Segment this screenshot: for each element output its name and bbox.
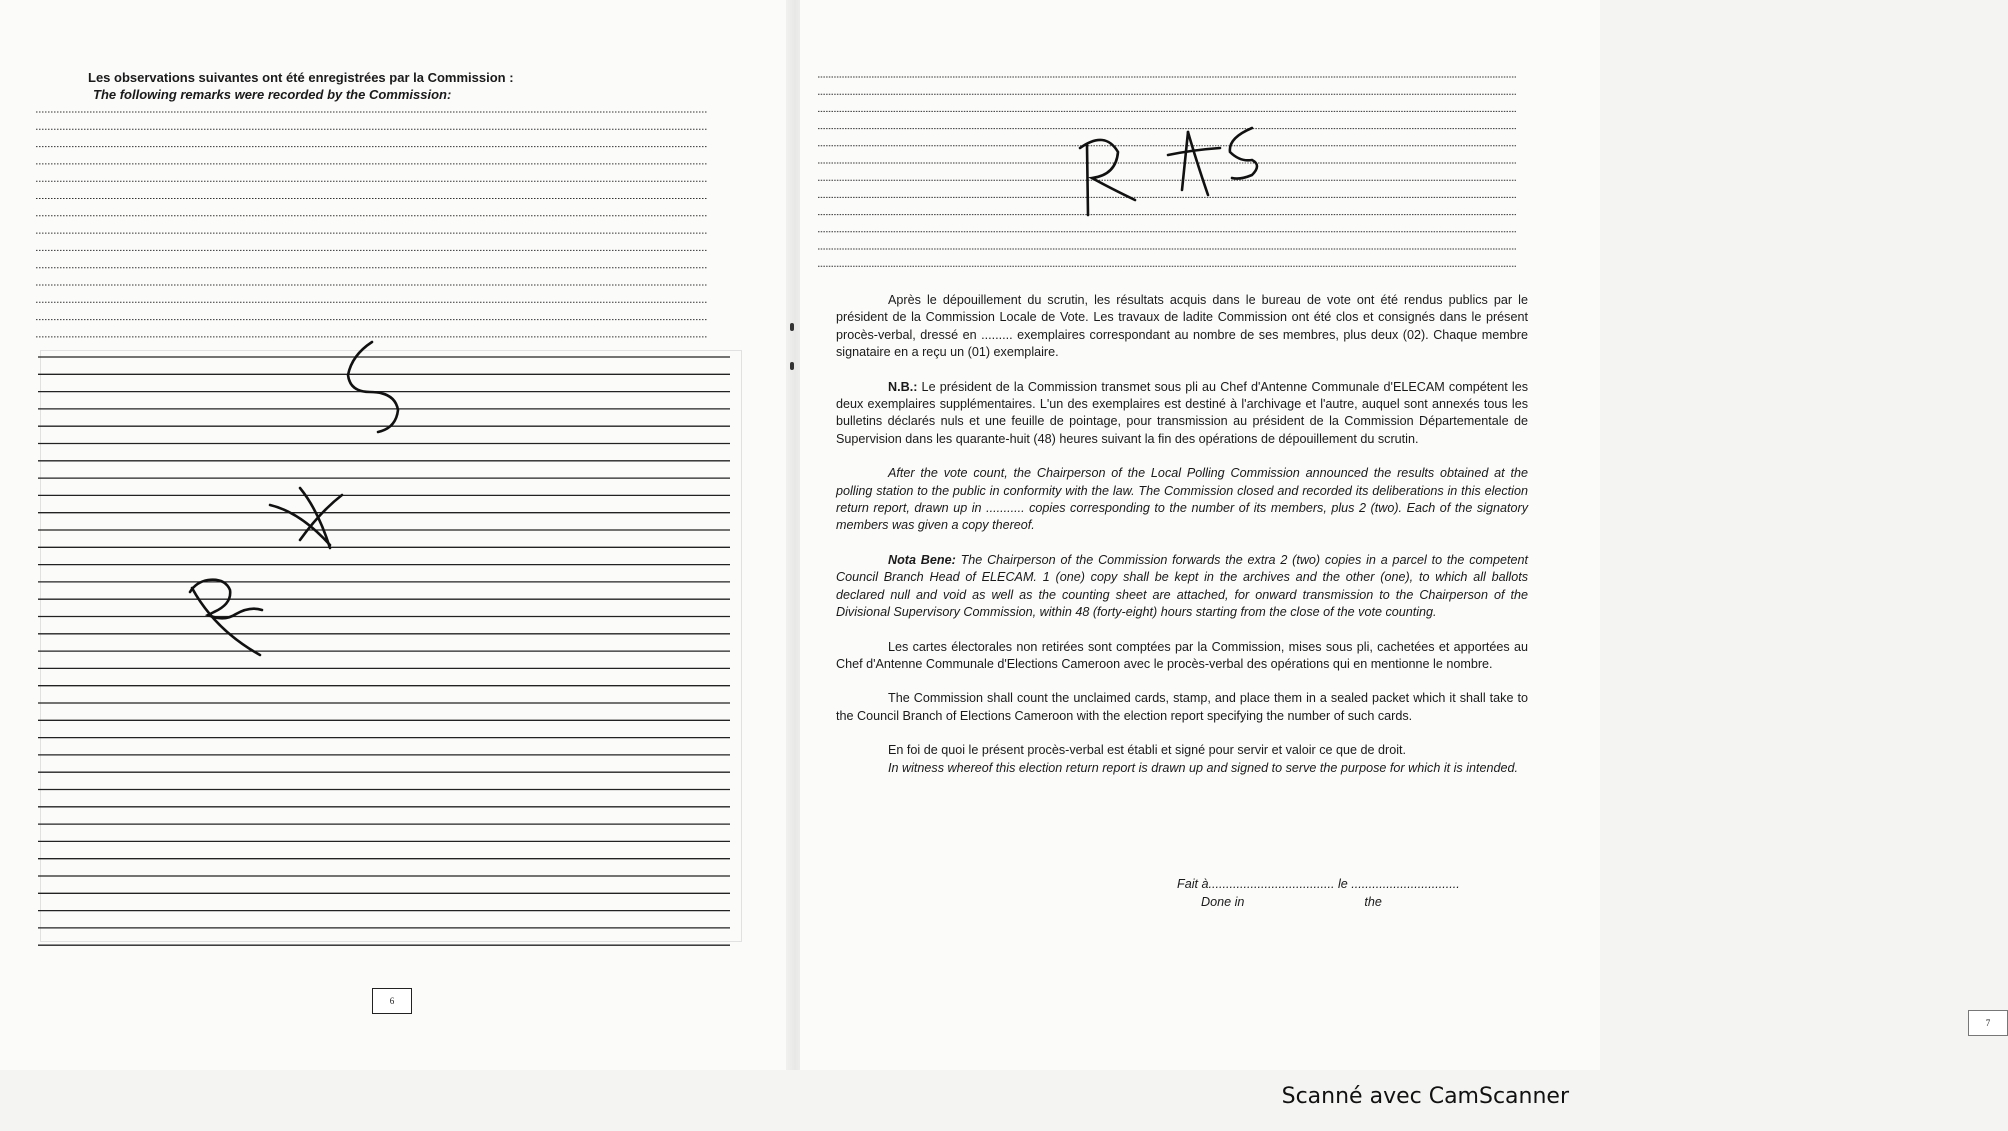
nb-text: Le président de la Commission transmet sous pli au Chef d'Antenne Communale d'ELECAM compétent les deux exemplaires supplémentaires. L'un des exemplaires est destiné à l'archivage et l'autre, auquel sont annexés tous les bulletins déclarés nuls et une feuille de pointage, pour transmission au président de la Commission Départementale de Supervision dans les quarante-huit (48) heures suivant la fin des opérations de dépouillement du scrutin. <box>836 379 1528 446</box>
handwritten-ras-left <box>0 0 790 1004</box>
witness-paragraph-en: In witness whereof this election return report is drawn up and signed to serve the purpose for which it is intended. <box>888 760 1519 775</box>
handwritten-ras-right <box>800 0 1600 304</box>
remarks-heading-en: The following remarks were recorded by the Commission: <box>93 87 452 102</box>
signoff-place-date: Fait à.................................... le ............................... <box>1177 877 1460 891</box>
signoff-block <box>1177 875 1507 911</box>
report-body <box>836 292 1528 794</box>
signoff-the: the <box>1364 895 1382 909</box>
closing-paragraph-fr: Après le dépouillement du scrutin, les résultats acquis dans le bureau de vote ont été rendus publics par le président de la Commission Locale de Vote. Les travaux de ladite Commission ont été clos et consignés dans le présent procès-verbal, dressé en ......... exemplaires correspondant au nombre de ses membres, plus deux (02). Chaque membre signataire en a reçu un (01) exemplaire. <box>836 293 1528 360</box>
witness-paragraph-fr: En foi de quoi le présent procès-verbal est établi et signé pour servir et valoir ce que de droit. <box>888 743 1407 758</box>
nota-bene-label: Nota Bene: <box>888 552 956 567</box>
scan-speck <box>790 362 794 370</box>
nb-label: N.B.: <box>888 379 918 394</box>
signoff-done-in: Done in <box>1201 895 1245 909</box>
closing-paragraph-en: After the vote count, the Chairperson of the Local Polling Commission announced the results obtained at the polling station to the public in conformity with the law. The Commission closed and recorded its deliberations in this election return report, drawn up in ........... copies corresponding to the number of its members, plus 2 (two). Each of the signatory members was given a copy thereof. <box>836 466 1528 533</box>
scan-speck <box>790 323 794 331</box>
left-page <box>0 0 790 1070</box>
remarks-heading-fr: Les observations suivantes ont été enregistrées par la Commission : <box>88 70 514 85</box>
cards-paragraph-fr: Les cartes électorales non retirées sont comptées par la Commission, mises sous pli, cachetées et apportées au Chef d'Antenne Communale d'Elections Cameroon avec le procès-verbal des opérations qui en mentionne le nombre. <box>836 639 1528 671</box>
camscanner-watermark: Scanné avec CamScanner <box>1281 1084 1569 1109</box>
page-number: 6 <box>372 988 412 1014</box>
cards-paragraph-en: The Commission shall count the unclaimed cards, stamp, and place them in a sealed packet which it shall take to the Council Branch of Elections Cameroon with the election report specifying the number of such cards. <box>836 691 1528 723</box>
nb-paragraph-fr <box>836 379 1528 449</box>
nota-bene-paragraph <box>836 552 1528 622</box>
signoff-english <box>1177 893 1507 911</box>
page-number: 7 <box>1968 1010 2008 1036</box>
nota-bene-text: The Chairperson of the Commission forwards the extra 2 (two) copies in a parcel to the competent Council Branch Head of ELECAM. 1 (one) copy shall be kept in the archives and the other (one), to which all ballots declared null and void as well as the counting sheet are attached, for onward transmission to the Chairperson of the Divisional Supervisory Commission, within 48 (forty-eight) hours starting from the close of the vote counting. <box>836 552 1528 620</box>
